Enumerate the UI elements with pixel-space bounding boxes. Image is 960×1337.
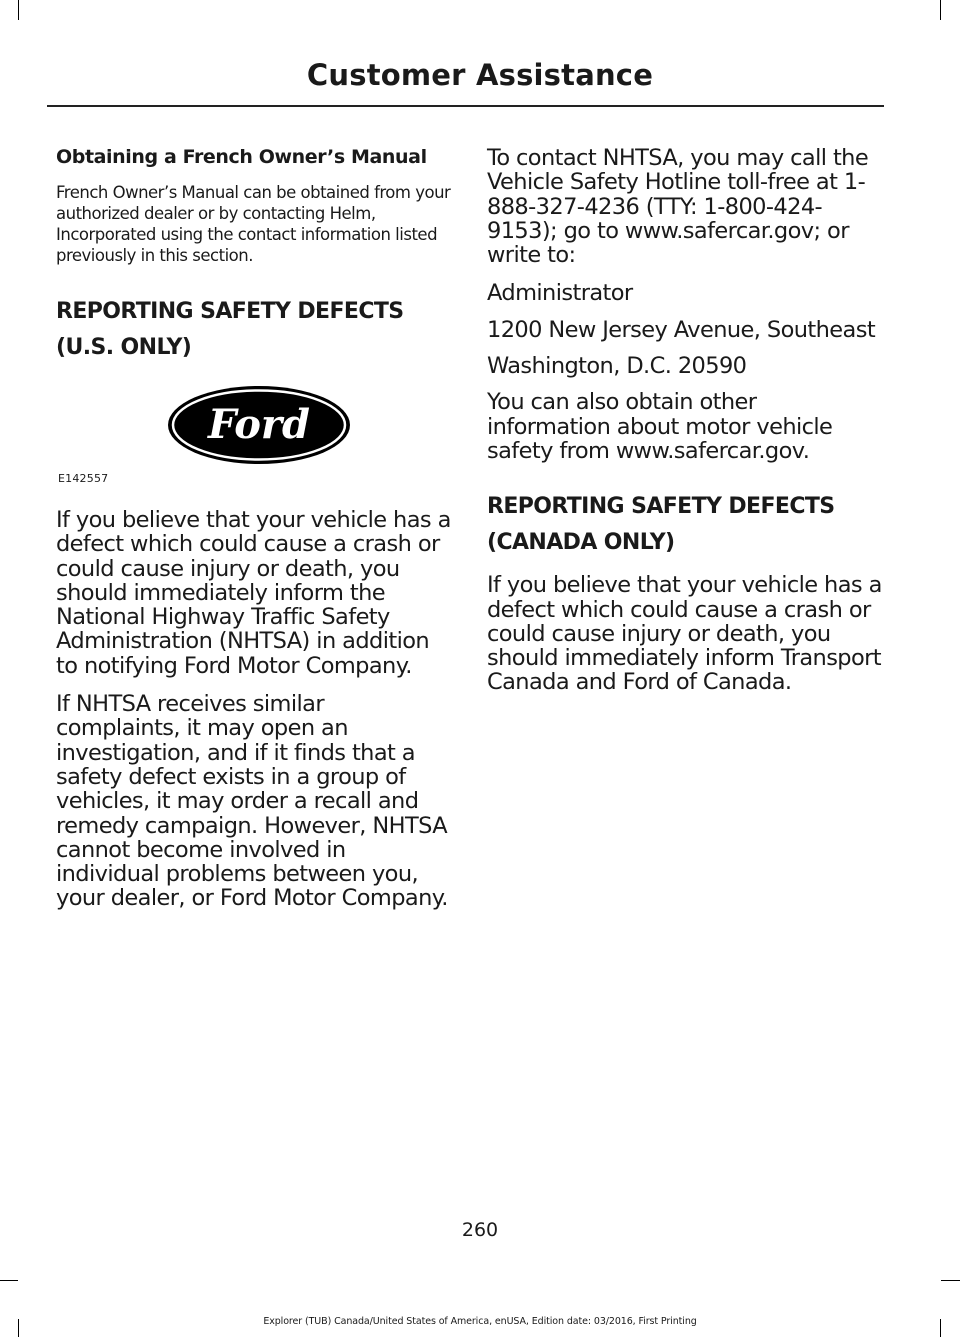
french-manual-body: French Owner’s Manual can be obtained from your authorized dealer or by contacting Helm, Incorporated using the contact information listed previously in this section. xyxy=(56,183,451,265)
us-defects-heading-line2: (U.S. ONLY) xyxy=(56,335,192,360)
us-defects-paragraph-2: If NHTSA receives similar complaints, it may open an investigation, and if it finds that a safety defect exists in a group of vehicles, it may order a recall and remedy campaign. However, NHTSA cannot become involved in individual problems between you, your dealer, or Ford Motor Company. xyxy=(56,691,448,912)
ford-logo-figure xyxy=(56,378,451,488)
right-column xyxy=(487,146,882,709)
canada-defects-paragraph: If you believe that your vehicle has a defect which could cause a crash or could cause injury or death, you should immediately inform Transport Canada and Ford of Canada. xyxy=(487,572,882,696)
crop-mark-top-left xyxy=(18,0,19,20)
header-divider xyxy=(47,105,884,107)
canada-defects-heading-line1: REPORTING SAFETY DEFECTS xyxy=(487,494,835,520)
us-defects-paragraph-1: If you believe that your vehicle has a defect which could cause a crash or could cause injury or death, you should immediately inform the National Highway Traffic Safety Administration (NHTSA) in addition to notifying Ford Motor Company. xyxy=(56,507,451,679)
crop-mark-top-right xyxy=(940,0,941,20)
nhtsa-contact-paragraph: To contact NHTSA, you may call the Vehicle Safety Hotline toll-free at 1-888-327-4236 (TTY: 1-800-424-9153); go to www.safercar.gov; or write to: xyxy=(487,145,869,269)
us-defects-heading-line1: REPORTING SAFETY DEFECTS xyxy=(56,299,404,324)
address-line-1: Administrator xyxy=(487,280,633,307)
ford-logo-wordmark: Ford xyxy=(208,401,310,448)
address-line-3: Washington, D.C. 20590 xyxy=(487,353,747,380)
french-manual-heading: Obtaining a French Owner’s Manual xyxy=(56,146,427,168)
figure-code: E142557 xyxy=(58,472,109,485)
edition-footer: Explorer (TUB) Canada/United States of America, enUSA, Edition date: 03/2016, First Printing xyxy=(263,1316,697,1327)
crop-mark-right-edge xyxy=(941,1280,960,1281)
page-title: Customer Assistance xyxy=(306,58,654,92)
page-number: 260 xyxy=(461,1219,499,1241)
safety-info-paragraph: You can also obtain other information about motor vehicle safety from www.safercar.gov. xyxy=(487,389,833,464)
left-column xyxy=(56,146,451,925)
canada-defects-heading-line2: (CANADA ONLY) xyxy=(487,530,675,556)
address-line-2: 1200 New Jersey Avenue, Southeast xyxy=(487,316,876,343)
ford-logo-icon xyxy=(166,384,352,466)
crop-mark-left-edge xyxy=(0,1280,18,1281)
